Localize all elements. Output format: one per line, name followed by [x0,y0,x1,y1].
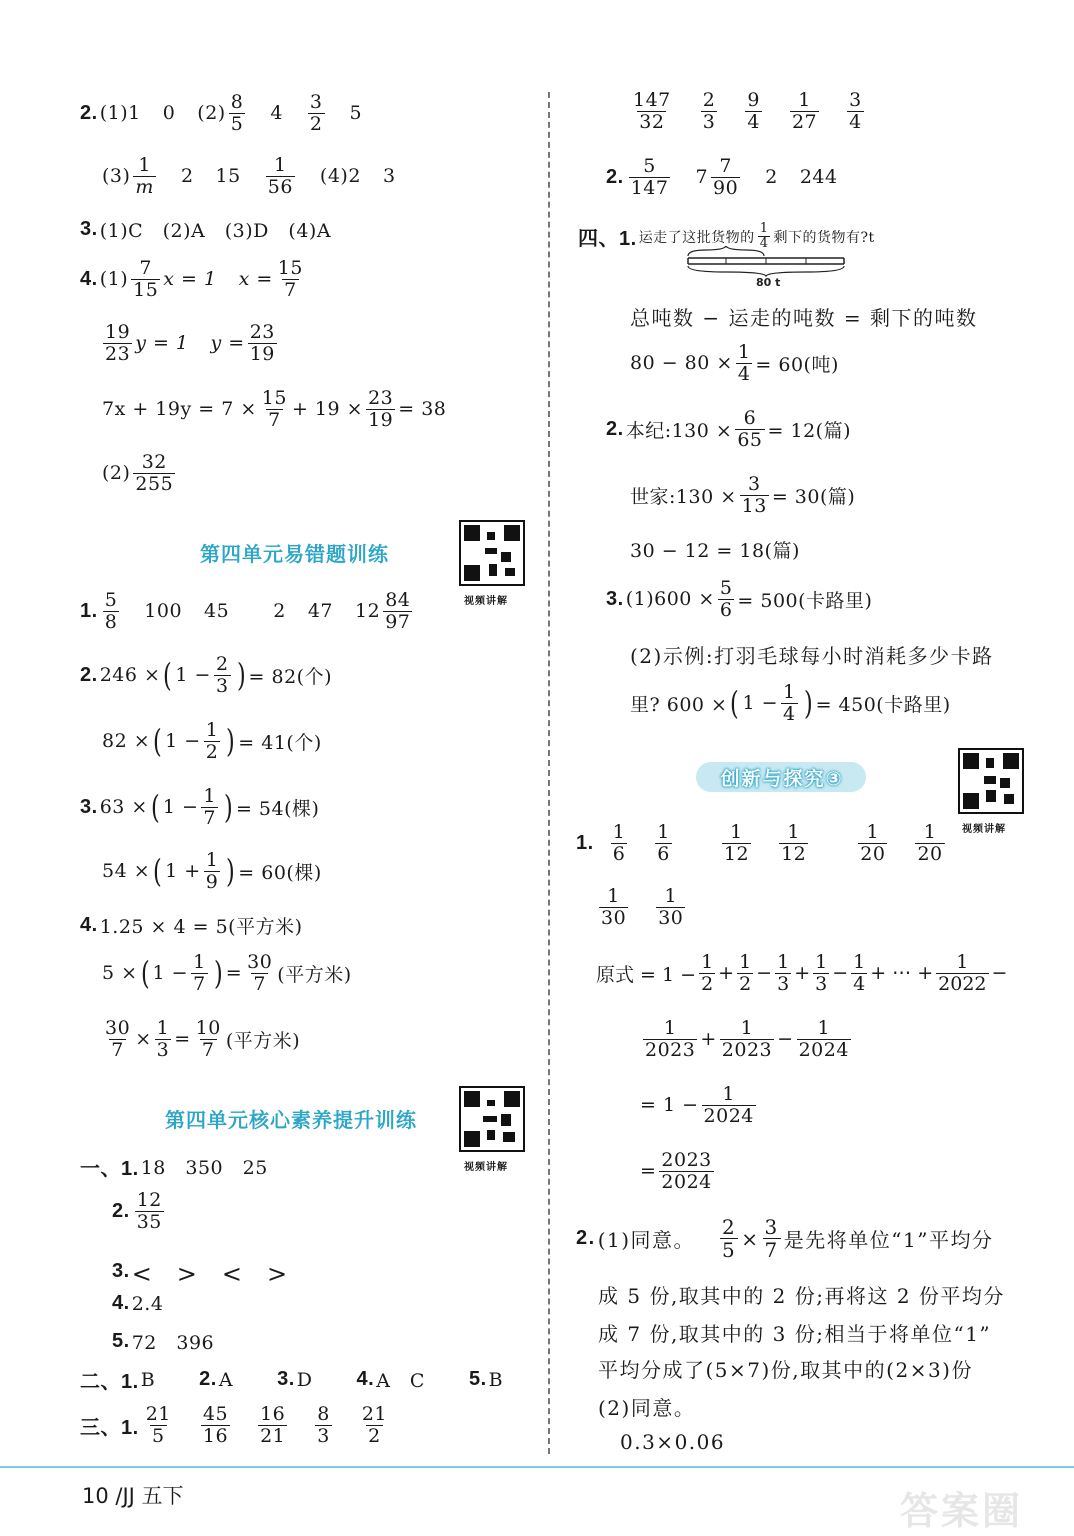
fraction: $\frac{147}{32}$ [633,89,671,133]
right-q2: 2. $\frac{5}{147}$ 7 $\frac{7}{90}$ 2 244 [606,155,838,199]
left-q4-line1: 4. (1) $\frac{7}{15}$ x = 1 x = $\frac{15}{7}$ [80,257,303,301]
innov-q2-line6: 0.3×0.06 [620,1430,726,1454]
fraction: $\frac{1}{3}$ [815,951,828,995]
right-top-fractions [628,90,867,133]
fraction: $\frac{1}{2024}$ [703,1083,754,1127]
left-q4-line4: (2) $\frac{32}{255}$ [102,451,174,495]
column-divider [548,92,550,1454]
fraction: $\frac{7}{15}$ [133,257,159,301]
fraction: $\frac{1}{6}$ [657,821,670,865]
fraction: $\frac{3}{4}$ [849,89,862,133]
fraction: $\frac{6}{65}$ [737,407,763,451]
fraction: $\frac{1}{3}$ [156,1017,170,1061]
section-title-mistakes: 第四单元易错题训练 [200,542,389,566]
fraction: $\frac{8}{3}$ [317,1403,330,1447]
iv2-line3: 30 − 12 = 18(篇) [630,540,800,562]
fraction: $\frac{1}{2023}$ [721,1017,773,1061]
fraction: $\frac{1}{7}$ [193,951,206,995]
fraction: $\frac{1}{30}$ [601,885,627,929]
diagram-label: 80 t [756,276,781,286]
mistakes-q1: 1. $\frac{5}{8}$ 100 45 2 47 12 $\frac{84}{97}$ [80,589,411,633]
core-iii: 三、1. $\frac{21}{5}$ $\frac{45}{16}$ $\frac{16}{21}$ $\frac{8}{3}$ $\frac{21}{2}$ [80,1403,388,1447]
innov-q2-line5: (2)同意。 [598,1396,696,1420]
fraction: $\frac{7}{90}$ [713,155,739,199]
fraction: $\frac{1}{6}$ [612,821,626,865]
mistakes-q3-line2: 54 × ( 1 + $\frac{1}{9}$ ) = 60(棵) [102,849,322,893]
mistakes-q4-line1: 4. 1.25 × 4 = 5(平方米) [80,914,303,938]
qr-code-icon[interactable] [459,1086,525,1152]
fraction: $\frac{1}{12}$ [723,821,750,865]
iv1-line1: 四、1. 运走了这批货物的 $\frac{1}{4}$ 剩下的货物有?t [578,221,875,252]
innov-q1-line3: 原式 = 1 − $\frac{1}{2}$ + $\frac{1}{2}$ − $\frac{1}{3}$ + $\frac{1}{3}$ − $\frac{1}{4}$ + ⋯ + $\frac{1}{2022}$ − [596,951,1008,995]
fraction: $\frac{2}{3}$ [702,89,716,133]
fraction: $\frac{1}{2}$ [205,719,219,763]
core-i4: 4. 2.4 [112,1292,164,1315]
left-q4-line3: 7x + 19y = 7 × $\frac{15}{7}$ + 19 × $\frac{23}{19}$ = 38 [102,387,447,431]
fraction: $\frac{1}{9}$ [205,849,219,893]
fraction: $\frac{21}{5}$ [145,1403,171,1447]
fraction: $\frac{1}{4}$ [853,951,866,995]
fraction: $\frac{84}{97}$ [385,589,411,633]
innov-q1-line6: = $\frac{2023}{2024}$ [640,1149,712,1193]
mistakes-q4-line3: $\frac{30}{7}$ × $\frac{1}{3}$ = $\frac{10}{7}$ (平方米) [105,1017,301,1061]
fraction: $\frac{1}{4}$ [759,221,769,252]
fraction: $\frac{1}{30}$ [658,885,684,929]
fraction: $\frac{15}{7}$ [261,387,287,431]
fraction: $\frac{30}{7}$ [105,1017,131,1061]
fraction: $\frac{21}{2}$ [361,1403,388,1447]
core-i3: 3. < > < > [112,1260,288,1288]
left-q2-line1: 2. (1)1 0 (2) $\frac{8}{5}$ 4 $\frac{3}{2}$ 5 [80,91,363,135]
watermark: 答案圈 [900,1489,1024,1533]
innov-q2-line1: 2. (1)同意。 $\frac{2}{5}$ × $\frac{3}{7}$ 是先将单位“1”平均分 [576,1215,994,1262]
iv3-line3: 里? 600 × ( 1 − $\frac{1}{4}$ ) = 450(卡路里) [630,681,951,725]
fraction: $\frac{1}{4}$ [737,341,751,385]
iv2-line1: 2. 本纪:130 × $\frac{6}{65}$ = 12(篇) [606,407,851,451]
fraction: $\frac{1}{20}$ [860,821,886,865]
left-q4-line2: $\frac{19}{23}$ y = 1 y = $\frac{23}{19}$ [105,321,275,365]
fraction: $\frac{1}{m}$ [135,154,154,198]
fraction: $\frac{1}{3}$ [777,951,790,995]
section-banner-innovation: 创新与探究③ [720,768,844,790]
fraction: $\frac{2}{3}$ [215,653,229,697]
iv2-line2: 世家:130 × $\frac{3}{13}$ = 30(篇) [630,473,856,517]
iv1-line3: 80 − 80 × $\frac{1}{4}$ = 60(吨) [630,341,839,385]
page-footer: 10 /JJ 五下 [82,1484,184,1508]
core-i1: 一、1. 18 350 25 [80,1157,268,1180]
fraction: $\frac{23}{19}$ [249,321,275,365]
iv3-line1: 3. (1)600 × $\frac{5}{6}$ = 500(卡路里) [606,577,873,621]
fraction: $\frac{1}{2023}$ [645,1017,696,1061]
fraction: $\frac{2}{5}$ [722,1215,737,1262]
core-ii: 二、1. B 2. A 3. D 4. A C 5. B [80,1368,504,1393]
fraction: $\frac{1}{2022}$ [938,951,987,995]
fraction: $\frac{45}{16}$ [202,1403,229,1447]
fraction: $\frac{1}{20}$ [917,821,943,865]
fraction: $\frac{30}{7}$ [247,951,273,995]
fraction: $\frac{15}{7}$ [277,257,303,301]
qr-caption: 视频讲解 [464,1162,508,1173]
fraction: $\frac{8}{5}$ [230,91,244,135]
innov-q1-line2 [596,886,688,929]
innov-q1-line1: 1. $\frac{1}{6}$ $\frac{1}{6}$ $\frac{1}{12}$ $\frac{1}{12}$ $\frac{1}{20}$ $\frac{1}{20}$ [576,821,943,865]
footer-rule [0,1466,1074,1468]
fraction: $\frac{5}{8}$ [104,589,118,633]
fraction: $\frac{3}{13}$ [741,473,767,517]
fraction: $\frac{19}{23}$ [105,321,131,365]
innov-q1-line5: = 1 − $\frac{1}{2024}$ [640,1083,754,1127]
fraction: $\frac{3}{7}$ [764,1215,779,1262]
left-q2-line2: (3) $\frac{1}{m}$ 2 15 $\frac{1}{56}$ (4)2 3 [102,154,396,198]
mistakes-q3-line1: 3. 63 × ( 1 − $\frac{1}{7}$ ) = 54(棵) [80,785,320,829]
innov-q2-line4: 平均分成了(5×7)份,取其中的(2×3)份 [598,1358,973,1382]
fraction: $\frac{1}{2}$ [739,951,752,995]
fraction: $\frac{1}{2}$ [701,951,714,995]
fraction: $\frac{5}{147}$ [630,155,669,199]
innov-q1-line4: $\frac{1}{2023}$ + $\frac{1}{2023}$ − $\frac{1}{2024}$ [645,1017,849,1061]
fraction: $\frac{16}{21}$ [260,1403,286,1447]
innov-q2-line2: 成 5 份,取其中的 2 份;再将这 2 份平均分 [598,1284,1005,1308]
fraction: $\frac{32}{255}$ [135,451,174,495]
fraction: $\frac{3}{2}$ [309,91,323,135]
mistakes-q4-line2: 5 × ( 1 − $\frac{1}{7}$ ) = $\frac{30}{7}$ (平方米) [102,951,352,995]
fraction: $\frac{9}{4}$ [747,89,760,133]
qr-caption: 视频讲解 [464,596,508,607]
qr-caption: 视频讲解 [962,824,1006,835]
mistakes-q2-line2: 82 × ( 1 − $\frac{1}{2}$ ) = 41(个) [102,719,322,763]
fraction: $\frac{1}{4}$ [783,681,796,725]
fraction: $\frac{2023}{2024}$ [661,1149,712,1193]
mistakes-q2-line1: 2. 246 × ( 1 − $\frac{2}{3}$ ) = 82(个) [80,653,333,697]
fraction: $\frac{12}{35}$ [136,1189,162,1233]
core-i2: 2. $\frac{12}{35}$ [112,1189,162,1233]
iv3-line2: (2)示例:打羽毛球每小时消耗多少卡路 [630,644,994,668]
tape-diagram [686,246,850,286]
iv1-line2: 总吨数 − 运走的吨数 = 剩下的吨数 [630,306,978,330]
fraction: $\frac{10}{7}$ [195,1017,221,1061]
core-i5: 5. 72 396 [112,1330,215,1354]
fraction: $\frac{23}{19}$ [368,387,394,431]
fraction: $\frac{1}{2024}$ [798,1017,849,1061]
fraction: $\frac{5}{6}$ [719,577,733,621]
left-q3: 3. (1)C (2)A (3)D (4)A [80,218,332,242]
qr-code-icon[interactable] [459,520,525,586]
fraction: $\frac{1}{27}$ [791,89,818,133]
fraction: $\frac{1}{12}$ [781,821,807,865]
innov-q2-line3: 成 7 份,取其中的 3 份;相当于将单位“1” [598,1322,992,1346]
fraction: $\frac{1}{7}$ [203,785,216,829]
fraction: $\frac{1}{56}$ [267,154,293,198]
qr-code-icon[interactable] [958,748,1024,814]
section-title-core: 第四单元核心素养提升训练 [165,1108,417,1132]
